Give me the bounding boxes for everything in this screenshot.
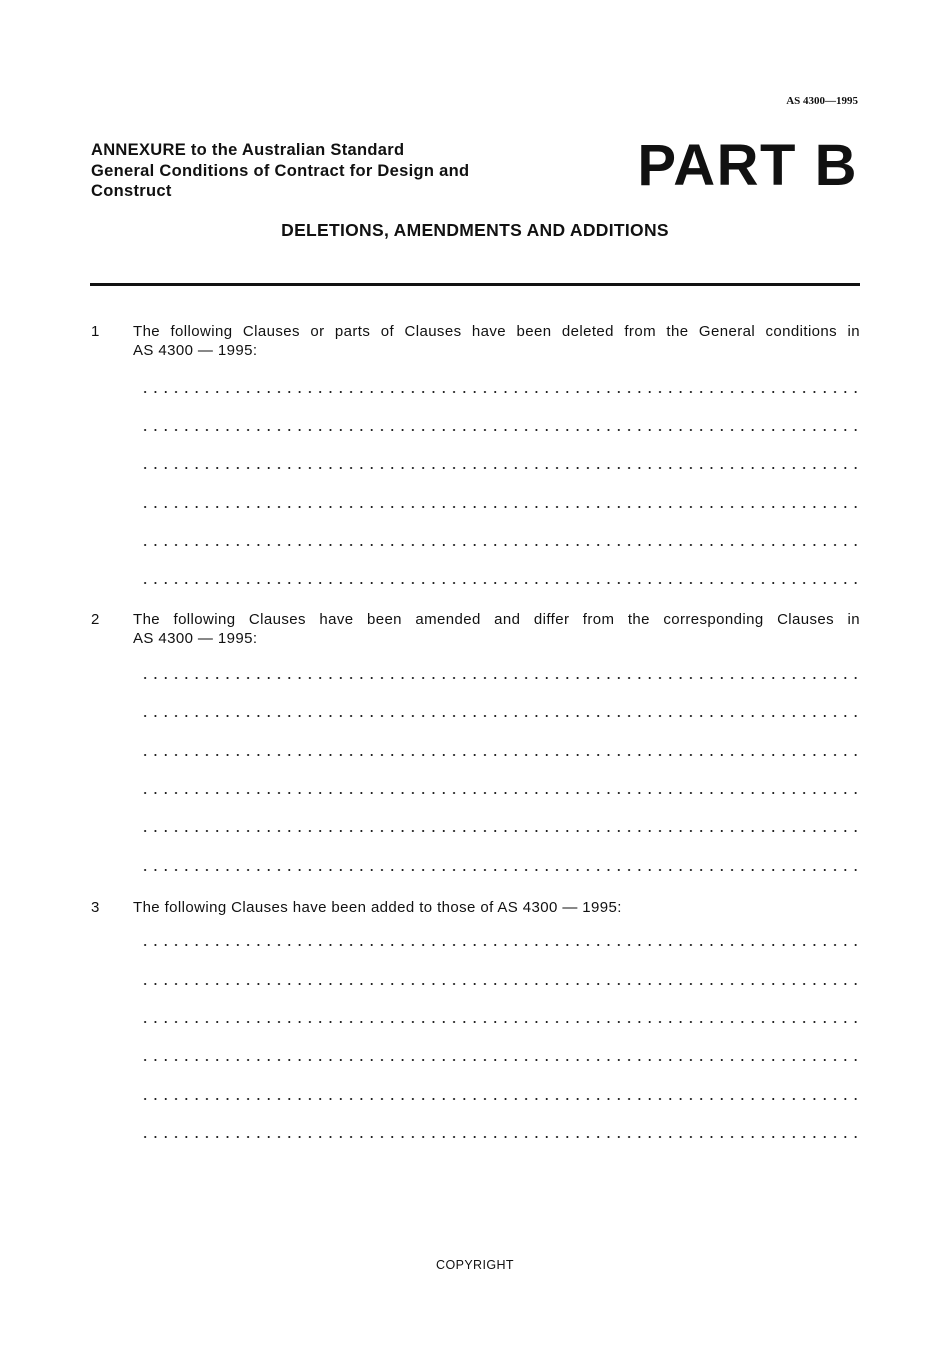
section-text-line: The following Clauses have been amended and differ from the corresponding Clauses in — [133, 611, 860, 628]
part-title: PART B — [637, 133, 858, 198]
blank-entry-line[interactable] — [140, 706, 860, 726]
page-subtitle: DELETIONS, AMENDMENTS AND ADDITIONS — [281, 220, 669, 240]
blank-entry-line[interactable] — [140, 783, 860, 803]
blank-entry-line[interactable] — [140, 860, 860, 880]
blank-entry-line[interactable] — [140, 668, 860, 688]
annexure-title — [91, 140, 531, 202]
blank-entry-line[interactable] — [140, 1127, 860, 1147]
blank-entry-line[interactable] — [140, 573, 860, 593]
blank-entry-line[interactable] — [140, 974, 860, 994]
blank-entry-line[interactable] — [140, 1089, 860, 1109]
copyright-footer: COPYRIGHT — [436, 1258, 514, 1272]
section-number: 2 — [91, 611, 100, 628]
annexure-title-line: ANNEXURE to the Australian Standard — [91, 141, 405, 159]
section-number: 1 — [91, 323, 100, 340]
annexure-title-line: General Conditions of Contract for Design and — [91, 161, 470, 180]
blank-entry-line[interactable] — [140, 745, 860, 765]
section-number: 3 — [91, 899, 100, 916]
blank-entry-line[interactable] — [140, 1012, 860, 1032]
section-text-line: AS 4300 — 1995: — [133, 342, 258, 359]
section-text — [133, 322, 860, 360]
blank-entry-line[interactable] — [140, 1050, 860, 1070]
section-text-line: The following Clauses or parts of Clauses have been deleted from the General conditions in — [133, 323, 860, 340]
section-text-line: The following Clauses have been added to those of AS 4300 — 1995: — [133, 899, 622, 916]
blank-entry-line[interactable] — [140, 821, 860, 841]
blank-entry-line[interactable] — [140, 382, 860, 402]
blank-entry-line[interactable] — [140, 420, 860, 440]
heading-rule — [90, 283, 860, 286]
blank-entry-line[interactable] — [140, 535, 860, 555]
blank-entry-line[interactable] — [140, 458, 860, 478]
section-text — [133, 898, 860, 917]
standard-reference: AS 4300—1995 — [786, 95, 858, 107]
section-text — [133, 610, 860, 648]
blank-entry-line[interactable] — [140, 935, 860, 955]
section-text-line: AS 4300 — 1995: — [133, 630, 258, 647]
annexure-title-line: Construct — [91, 182, 172, 200]
blank-entry-line[interactable] — [140, 497, 860, 517]
